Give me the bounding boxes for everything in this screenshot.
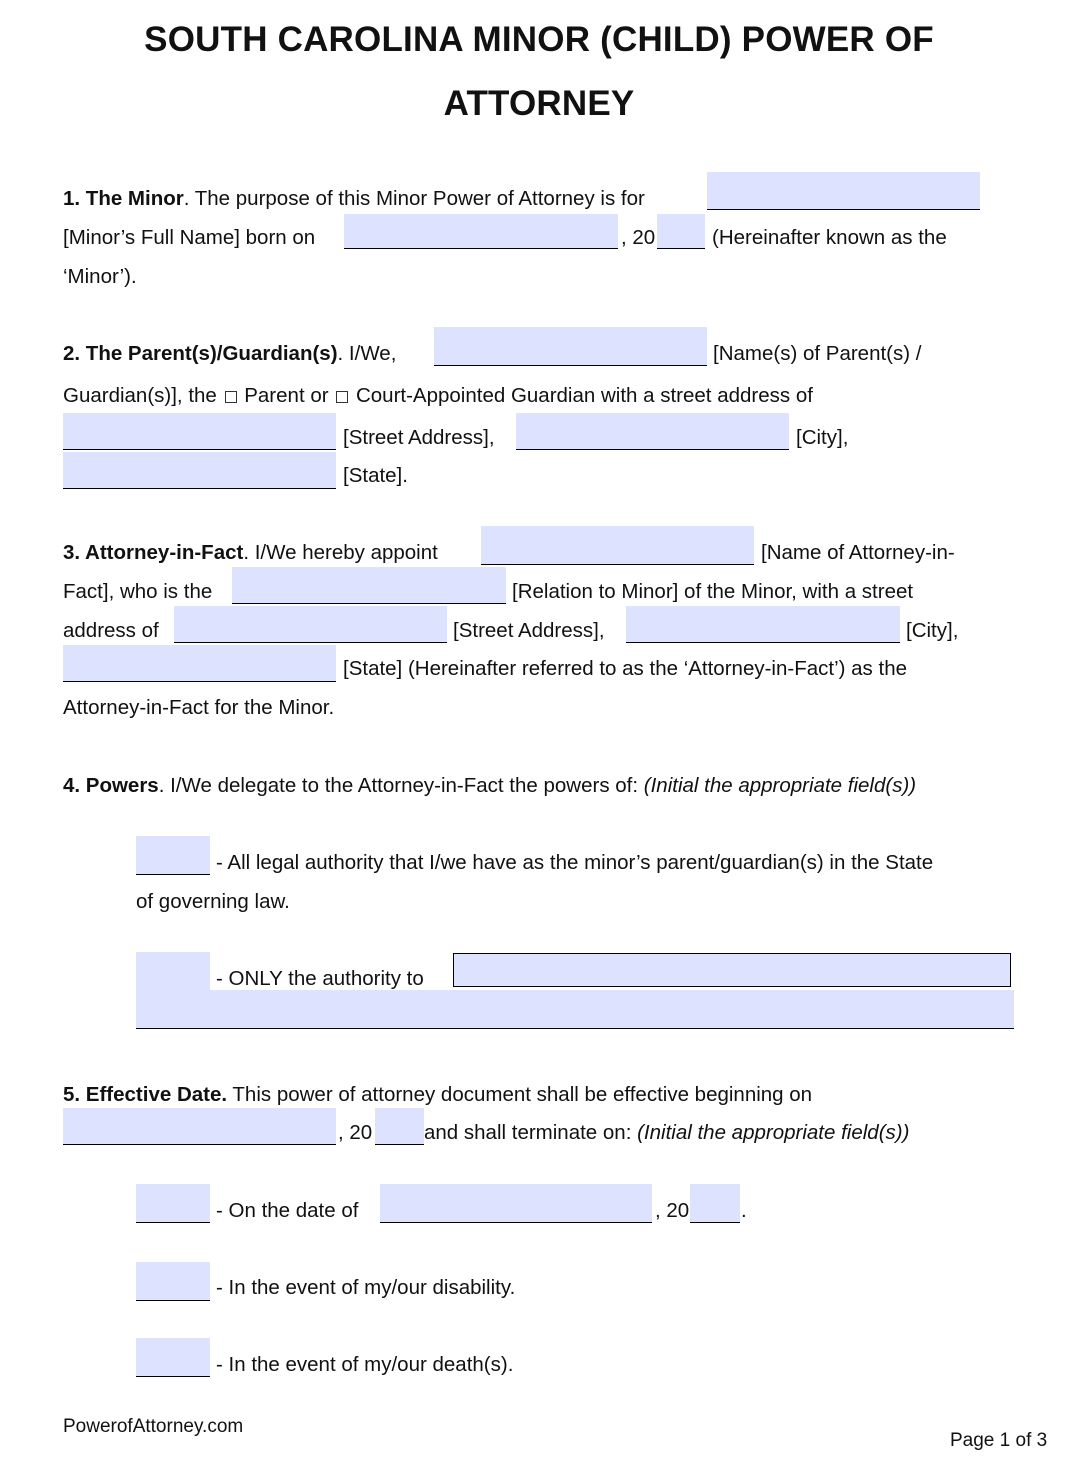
section2-street-label: [Street Address], [343,426,495,449]
terminate-death-text: - In the event of my/our death(s). [216,1353,514,1376]
effective-date-field[interactable] [63,1108,336,1145]
section4-line1: 4. Powers. I/We delegate to the Attorney-in-Fact the powers of: (Initial the appropriate field(s)) [63,774,917,797]
parent-street-field[interactable] [63,413,336,450]
section3-city-label: [City], [906,619,959,642]
power-limited-authority-text: - ONLY the authority to [216,967,424,990]
section3-name-label: [Name of Attorney-in- [761,541,955,564]
attorney-name-field[interactable] [481,526,754,565]
document-title-line2: ATTORNEY [443,84,635,123]
section3-state-label: [State] (Hereinafter referred to as the ‘Attorney-in-Fact’) as the [343,657,907,680]
termination-period: . [741,1199,747,1222]
section4-note: (Initial the appropriate field(s)) [643,774,917,797]
effective-year-field[interactable] [375,1108,424,1145]
minor-birth-date-field[interactable] [344,214,618,249]
document-title-line1: SOUTH CAROLINA MINOR (CHILD) POWER OF [144,20,934,59]
initials-limited-authority-field[interactable] [136,952,210,991]
attorney-relation-field[interactable] [232,567,506,604]
section2-line1: 2. The Parent(s)/Guardian(s). I/We, [63,342,397,365]
initials-on-date-field[interactable] [136,1184,210,1223]
section2-name-label: [Name(s) of Parent(s) / [713,342,922,365]
page-number: Page 1 of 3 [950,1430,1048,1451]
section4-heading: 4. Powers [63,774,159,797]
section5-heading: 5. Effective Date. [63,1083,228,1106]
minor-name-field[interactable] [707,172,980,210]
section3-relation-label: [Relation to Minor] of the Minor, with a street [512,580,914,603]
attorney-city-field[interactable] [626,606,900,643]
guardian-checkbox[interactable] [336,391,348,403]
parent-names-field[interactable] [434,327,707,366]
termination-year-prefix: , 20 [655,1199,690,1222]
parent-checkbox[interactable] [225,391,237,403]
attorney-street-field[interactable] [174,606,447,643]
section5-year-prefix: , 20 [338,1121,373,1144]
section1-line2-label: [Minor’s Full Name] born on [63,226,316,249]
initials-disability-field[interactable] [136,1262,210,1301]
termination-year-field[interactable] [690,1184,740,1223]
attorney-state-field[interactable] [63,645,336,682]
section3-street-label: [Street Address], [453,619,605,642]
limited-authority-field-line1[interactable] [453,953,1011,987]
minor-birth-year-field[interactable] [657,214,705,249]
footer-site: PowerofAttorney.com [63,1416,244,1437]
section1-year-prefix: , 20 [621,226,656,249]
section2-state-label: [State]. [343,464,408,487]
power-all-authority-text-2: of governing law. [136,890,290,913]
terminate-disability-text: - In the event of my/our disability. [216,1276,516,1299]
section2-line2: Guardian(s)], the Parent or Court-Appointed Guardian with a street address of [63,384,813,407]
section1-line3: ‘Minor’). [63,265,137,288]
section5-terminate-text: and shall terminate on: (Initial the appropriate field(s)) [424,1121,910,1144]
initials-all-authority-field[interactable] [136,836,210,875]
termination-date-field[interactable] [380,1184,652,1223]
initials-death-field[interactable] [136,1338,210,1377]
section5-note: (Initial the appropriate field(s)) [637,1121,910,1144]
section3-address-label: address of [63,619,159,642]
parent-state-field[interactable] [63,452,336,489]
section1-line1: 1. The Minor. The purpose of this Minor Power of Attorney is for [63,187,645,210]
section2-city-label: [City], [796,426,849,449]
section3-line2-start: Fact], who is the [63,580,213,603]
section1-heading: 1. The Minor [63,187,184,210]
section2-heading: 2. The Parent(s)/Guardian(s) [63,342,338,365]
parent-city-field[interactable] [516,413,789,450]
power-all-authority-text: - All legal authority that I/we have as the minor’s parent/guardian(s) in the State [216,851,934,874]
limited-authority-field-line2[interactable] [136,990,1014,1029]
section3-heading: 3. Attorney-in-Fact [63,541,244,564]
section5-line1: 5. Effective Date. This power of attorney document shall be effective beginning on [63,1083,813,1106]
section3-line5: Attorney-in-Fact for the Minor. [63,696,335,719]
section3-line1: 3. Attorney-in-Fact. I/We hereby appoint [63,541,438,564]
terminate-on-date-text: - On the date of [216,1199,359,1222]
section1-hereinafter: (Hereinafter known as the [712,226,947,249]
